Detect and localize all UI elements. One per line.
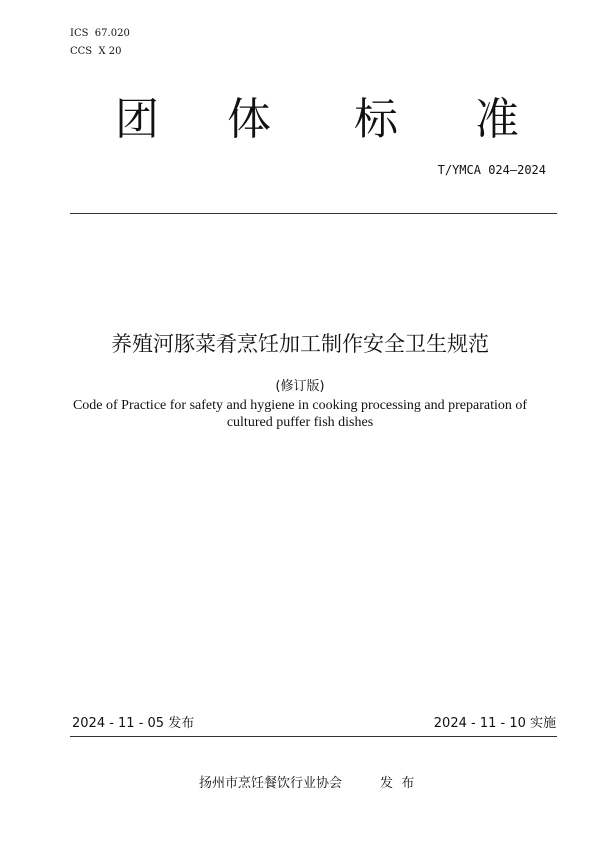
english-title: Code of Practice for safety and hygiene in cooking processing and preparation of cultured puffer fish dishes — [72, 398, 528, 430]
effective-date: 2024 - 11 - 10 实施 — [433, 716, 556, 731]
edition-label: (修订版) — [275, 379, 325, 394]
standard-code: T/YMCA 024—2024 — [437, 163, 546, 177]
issue-label: 发 布 — [380, 776, 415, 791]
bottom-divider — [70, 736, 557, 737]
standard-type-char-4: 准 — [475, 94, 519, 145]
publish-date: 2024 - 11 - 05 发布 — [72, 716, 195, 731]
issuer-name: 扬州市烹饪餐饮行业协会 — [199, 776, 343, 791]
top-divider — [70, 213, 557, 214]
standard-type-char-1: 团 — [115, 94, 159, 145]
standard-type-char-3: 标 — [354, 94, 398, 145]
standard-type-heading — [0, 92, 600, 148]
ccs-code: CCS X 20 — [70, 46, 122, 57]
ics-code: ICS 67.020 — [70, 28, 130, 39]
chinese-title: 养殖河豚菜肴烹饪加工制作安全卫生规范 — [111, 332, 489, 356]
standard-type-char-2: 体 — [227, 94, 271, 145]
